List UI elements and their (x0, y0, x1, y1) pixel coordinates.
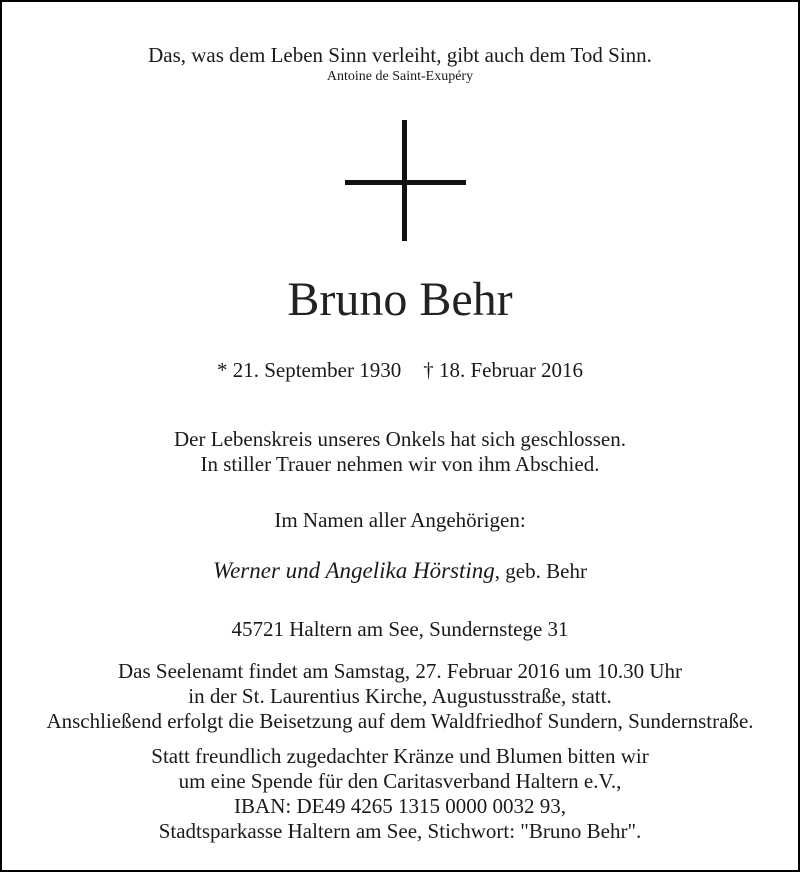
quote-text: Das, was dem Leben Sinn verleiht, gibt auch dem Tod Sinn. (148, 43, 652, 67)
donation-info-line: Stadtsparkasse Haltern am See, Stichwort: "Bruno Behr". (158, 819, 642, 843)
service-info-line: in der St. Laurentius Kirche, Augustusstraße, statt. (188, 684, 612, 708)
maiden-name: , geb. Behr (494, 559, 587, 583)
mourner-names: Werner und Angelika Hörsting (213, 558, 495, 583)
service-info-line: Anschließend erfolgt die Beisetzung auf dem Waldfriedhof Sundern, Sundernstraße. (46, 709, 754, 733)
deceased-name: Bruno Behr (287, 273, 513, 326)
life-dates (2, 357, 798, 383)
donation-iban: IBAN: DE49 4265 1315 0000 0032 93, (234, 794, 566, 818)
mourners-intro: Im Namen aller Angehörigen: (274, 508, 526, 532)
mourners-address: 45721 Haltern am See, Sundernstege 31 (231, 617, 569, 641)
birth-date: * 21. September 1930 (216, 358, 402, 382)
service-info-line: Das Seelenamt findet am Samstag, 27. Februar 2016 um 10.30 Uhr (118, 659, 682, 683)
farewell-message-line: In stiller Trauer nehmen wir von ihm Abschied. (200, 452, 600, 476)
cross-icon (345, 120, 466, 241)
death-date: † 18. Februar 2016 (423, 358, 584, 382)
mourners-family (2, 557, 798, 585)
quote-author: Antoine de Saint-Exupéry (326, 69, 474, 84)
donation-info-line: um eine Spende für den Caritasverband Haltern e.V., (178, 769, 622, 793)
donation-info-line: Statt freundlich zugedachter Kränze und Blumen bitten wir (151, 744, 649, 768)
farewell-message-line: Der Lebenskreis unseres Onkels hat sich geschlossen. (174, 427, 626, 451)
